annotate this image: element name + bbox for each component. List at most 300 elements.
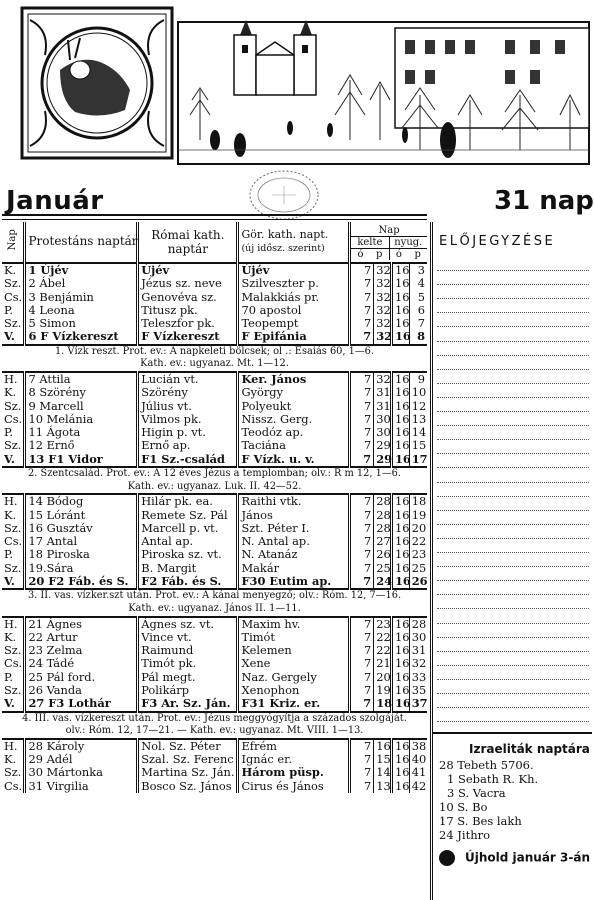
day-row [2, 304, 427, 317]
day-row [2, 671, 427, 684]
catholic-name: Raimund [138, 644, 238, 657]
day-row [2, 509, 427, 522]
note-line [437, 651, 589, 652]
day-abbr: P. [4, 669, 13, 684]
week-note [2, 589, 427, 616]
protestant-name: 6 F Vízkereszt [25, 330, 138, 344]
sunrise-hour: 7 [350, 644, 374, 657]
greek-name: 70 apostol [238, 304, 350, 317]
note-line [437, 270, 589, 271]
sunrise-minute: 19 [374, 684, 392, 697]
greek-name: Nissz. Gerg. [238, 413, 350, 426]
day-abbr: K. [4, 629, 17, 644]
week-note [2, 467, 427, 494]
sunrise-hour: 7 [350, 548, 374, 561]
day-abbr: P. [4, 425, 13, 440]
sunrise-hour: 7 [350, 522, 374, 535]
catholic-name: Teleszfor pk. [138, 317, 238, 330]
protestant-name: 29 Adél [25, 753, 138, 766]
sunrise-hour: 7 [350, 413, 374, 426]
day-abbr: P. [4, 547, 13, 562]
sunrise-hour: 7 [350, 753, 374, 766]
day-row [2, 739, 427, 753]
day-abbr: Sz. [4, 316, 22, 331]
sunset-minute: 38 [409, 739, 427, 753]
day-abbr: V. [4, 696, 15, 711]
sunrise-hour: 7 [350, 657, 374, 670]
sunrise-minute: 32 [374, 277, 392, 290]
greek-name: N. Antal ap. [238, 535, 350, 548]
note-line [437, 383, 589, 384]
sunset-hour: 16 [391, 277, 409, 290]
day-row [2, 291, 427, 304]
sunrise-minute: 26 [374, 548, 392, 561]
day-abbr: Sz. [4, 643, 22, 658]
sunset-minute: 14 [409, 426, 427, 439]
day-row [2, 400, 427, 413]
sunrise-minute: 32 [374, 330, 392, 344]
title-rule [2, 214, 427, 216]
sunrise-hour: 7 [350, 317, 374, 330]
protestant-name: 7 Attila [25, 372, 138, 386]
protestant-name: 26 Vanda [25, 684, 138, 697]
sunset-hour: 16 [391, 739, 409, 753]
sunrise-minute: 31 [374, 386, 392, 399]
sunset-hour: 16 [391, 522, 409, 535]
notes-column [430, 222, 592, 900]
sunrise-minute: 25 [374, 562, 392, 575]
sunrise-minute: 14 [374, 766, 392, 779]
day-abbr: Sz. [4, 398, 22, 413]
sunset-minute: 9 [409, 372, 427, 386]
greek-name: János [238, 509, 350, 522]
day-row [2, 522, 427, 535]
sunset-hour: 16 [391, 644, 409, 657]
day-abbr: H. [4, 738, 18, 753]
day-row [2, 575, 427, 589]
protestant-name: 8 Szörény [25, 386, 138, 399]
col-set: nyug. [389, 237, 427, 248]
sunrise-hour: 7 [350, 426, 374, 439]
sunset-hour: 16 [391, 535, 409, 548]
sunset-hour: 16 [391, 426, 409, 439]
protestant-name: 12 Ernő [25, 439, 138, 452]
note-line [437, 411, 589, 412]
col-rise-p: p [376, 248, 383, 260]
sunset-minute: 26 [409, 575, 427, 589]
catholic-name: Vilmos pk. [138, 413, 238, 426]
catholic-name: Bosco Sz. János [138, 780, 238, 793]
sunset-minute: 40 [409, 753, 427, 766]
note-line [437, 453, 589, 454]
note-line [437, 552, 589, 553]
sunset-hour: 16 [391, 697, 409, 711]
sunrise-minute: 32 [374, 291, 392, 304]
protestant-name: 11 Ágota [25, 426, 138, 439]
greek-name: Polyeukt [238, 400, 350, 413]
day-abbr: K. [4, 263, 17, 277]
calendar-table [2, 222, 427, 793]
sunset-minute: 17 [409, 453, 427, 467]
catholic-name: Antal ap. [138, 535, 238, 548]
catholic-name: Genovéva sz. [138, 291, 238, 304]
note-line [437, 510, 589, 511]
note-line [437, 397, 589, 398]
protestant-name: 17 Antal [25, 535, 138, 548]
day-row [2, 780, 427, 793]
note-line [437, 326, 589, 327]
protestant-name: 5 Simon [25, 317, 138, 330]
day-row [2, 453, 427, 467]
day-row [2, 535, 427, 548]
sunrise-minute: 32 [374, 372, 392, 386]
israeli-line: 1 Sebath R. Kh. [447, 772, 539, 786]
col-day: Nap [7, 229, 19, 251]
sunset-hour: 16 [391, 439, 409, 452]
sunset-minute: 19 [409, 509, 427, 522]
day-abbr: Cs. [4, 289, 23, 304]
note-line [437, 369, 589, 370]
col-protestant: Protestáns naptár [25, 222, 138, 263]
sunset-minute: 23 [409, 548, 427, 561]
note-line [437, 721, 589, 722]
sunset-hour: 16 [391, 494, 409, 508]
sunrise-hour: 7 [350, 372, 374, 386]
day-abbr: Sz. [4, 520, 22, 535]
catholic-name: Szal. Sz. Ferenc [138, 753, 238, 766]
sunrise-minute: 22 [374, 644, 392, 657]
week-note-line: 3. II. vas. vízker.szt után. Prot. ev.: A kánai menyegző; olv.: Róm. 12, 7—16. [27, 590, 402, 602]
sunrise-minute: 30 [374, 413, 392, 426]
day-row [2, 494, 427, 508]
week-note-line: Kath. ev.: ugyanaz. Mt. 1—12. [140, 358, 289, 370]
day-abbr: P. [4, 302, 13, 317]
note-line [437, 608, 589, 609]
sunset-minute: 28 [409, 617, 427, 631]
greek-name: Xenophon [238, 684, 350, 697]
sunrise-minute: 23 [374, 617, 392, 631]
day-row [2, 386, 427, 399]
greek-name: Raithi vtk. [238, 494, 350, 508]
day-row [2, 644, 427, 657]
sunset-hour: 16 [391, 575, 409, 589]
col-sun: Nap [351, 225, 427, 237]
protestant-name: 25 Pál ford. [25, 671, 138, 684]
sunrise-minute: 32 [374, 317, 392, 330]
new-moon-text: Újhold január 3-án [465, 850, 590, 865]
note-line [437, 665, 589, 666]
israeli-line: 10 S. Bo [439, 800, 488, 814]
protestant-name: 13 F1 Vidor [25, 453, 138, 467]
sunset-minute: 32 [409, 657, 427, 670]
sunset-minute: 37 [409, 697, 427, 711]
sunset-hour: 16 [391, 386, 409, 399]
note-line [437, 482, 589, 483]
sunset-minute: 20 [409, 522, 427, 535]
protestant-name: 27 F3 Lothár [25, 697, 138, 711]
protestant-name: 18 Piroska [25, 548, 138, 561]
note-line [437, 594, 589, 595]
catholic-name: Pál megt. [138, 671, 238, 684]
day-row [2, 439, 427, 452]
sunrise-hour: 7 [350, 617, 374, 631]
day-row [2, 684, 427, 697]
catholic-name: F2 Fáb. és S. [138, 575, 238, 589]
note-line [437, 284, 589, 285]
greek-name: Teopempt [238, 317, 350, 330]
notes-title: ELŐJEGYZÉSE [439, 234, 556, 249]
protestant-name: 4 Leona [25, 304, 138, 317]
sunrise-minute: 20 [374, 671, 392, 684]
catholic-name: Polikárp [138, 684, 238, 697]
note-line [437, 341, 589, 342]
catholic-name: Titusz pk. [138, 304, 238, 317]
note-line [437, 637, 589, 638]
day-row [2, 372, 427, 386]
note-line [437, 580, 589, 581]
header-illustration [0, 0, 589, 170]
sunset-hour: 16 [391, 684, 409, 697]
sunrise-minute: 32 [374, 304, 392, 317]
day-row [2, 548, 427, 561]
greek-name: Timót [238, 631, 350, 644]
week-note-row [2, 589, 427, 616]
col-catholic-2: naptár [167, 242, 208, 256]
catholic-name: Piroska sz. vt. [138, 548, 238, 561]
greek-name: Kelemen [238, 644, 350, 657]
day-abbr: H. [4, 616, 18, 631]
catholic-name: Lucián vt. [138, 372, 238, 386]
sunrise-hour: 7 [350, 263, 374, 277]
sunset-minute: 41 [409, 766, 427, 779]
note-line [437, 496, 589, 497]
day-abbr: Sz. [4, 438, 22, 453]
sunset-hour: 16 [391, 291, 409, 304]
sunrise-minute: 32 [374, 263, 392, 277]
day-row [2, 657, 427, 670]
greek-name: Malakkiás pr. [238, 291, 350, 304]
day-abbr: V. [4, 574, 15, 589]
month-title: Január [6, 186, 104, 216]
sunset-minute: 35 [409, 684, 427, 697]
sunrise-hour: 7 [350, 330, 374, 344]
week-note-line: Kath. ev.: ugyanaz. Luk. II. 42—52. [127, 480, 302, 492]
sunrise-minute: 28 [374, 509, 392, 522]
note-line [437, 623, 589, 624]
sunset-minute: 8 [409, 330, 427, 344]
note-line [437, 524, 589, 525]
day-abbr: Cs. [4, 534, 23, 549]
sunset-minute: 10 [409, 386, 427, 399]
col-catholic-1: Római kath. [151, 228, 225, 242]
greek-name: Efrém [238, 739, 350, 753]
town-scene [178, 20, 589, 164]
sunrise-hour: 7 [350, 562, 374, 575]
sunrise-hour: 7 [350, 494, 374, 508]
week-note-line: 4. III. vas. vízkereszt után. Prot. ev.: Jézus meggyógyítja a százados szolgáját. [22, 712, 407, 724]
week-note-line: olv.: Róm. 12, 17—21. — Kath. ev.: ugyanaz. Mt. VIII. 1—13. [65, 725, 364, 737]
sunset-hour: 16 [391, 753, 409, 766]
table-header [2, 222, 427, 263]
days-count: 31 nap [494, 186, 594, 216]
sunset-hour: 16 [391, 509, 409, 522]
sunrise-hour: 7 [350, 400, 374, 413]
day-row [2, 697, 427, 711]
sunset-hour: 16 [391, 617, 409, 631]
sunrise-hour: 7 [350, 386, 374, 399]
sunrise-minute: 31 [374, 400, 392, 413]
greek-name: Xene [238, 657, 350, 670]
sunset-hour: 16 [391, 631, 409, 644]
sunset-hour: 16 [391, 400, 409, 413]
sunrise-minute: 24 [374, 575, 392, 589]
sunset-hour: 16 [391, 562, 409, 575]
sunset-minute: 6 [409, 304, 427, 317]
catholic-name: Július vt. [138, 400, 238, 413]
israeli-title: Izraeliták naptára [469, 742, 590, 756]
note-line [437, 355, 589, 356]
sunrise-hour: 7 [350, 535, 374, 548]
sunrise-minute: 30 [374, 426, 392, 439]
day-row [2, 631, 427, 644]
sunrise-hour: 7 [350, 780, 374, 793]
greek-name: Taciána [238, 439, 350, 452]
sunrise-hour: 7 [350, 509, 374, 522]
protestant-name: 21 Ágnes [25, 617, 138, 631]
greek-name: F30 Eutim ap. [238, 575, 350, 589]
greek-name: F Vízk. u. v. [238, 453, 350, 467]
day-row [2, 263, 427, 277]
day-row [2, 753, 427, 766]
sunrise-hour: 7 [350, 291, 374, 304]
catholic-name: Higin p. vt. [138, 426, 238, 439]
sunrise-hour: 7 [350, 671, 374, 684]
protestant-name: 22 Artur [25, 631, 138, 644]
greek-name: Szilveszter p. [238, 277, 350, 290]
greek-name: Szt. Péter I. [238, 522, 350, 535]
day-row [2, 277, 427, 290]
note-line [437, 312, 589, 313]
day-abbr: V. [4, 329, 15, 344]
col-rise-o: ó [357, 248, 364, 260]
catholic-name: Hilár pk. ea. [138, 494, 238, 508]
sunrise-hour: 7 [350, 631, 374, 644]
protestant-name: 16 Gusztáv [25, 522, 138, 535]
day-abbr: Sz. [4, 276, 22, 291]
sunset-hour: 16 [391, 780, 409, 793]
week-note-row [2, 467, 427, 494]
israeli-line: 28 Tebeth 5706. [439, 758, 534, 772]
sunset-minute: 31 [409, 644, 427, 657]
sunrise-minute: 13 [374, 780, 392, 793]
catholic-name: Remete Sz. Pál [138, 509, 238, 522]
day-abbr: Sz. [4, 765, 22, 780]
catholic-name: B. Margit [138, 562, 238, 575]
sunset-minute: 30 [409, 631, 427, 644]
note-line [437, 707, 589, 708]
protestant-name: 19.Sára [25, 562, 138, 575]
sunset-minute: 5 [409, 291, 427, 304]
sunrise-minute: 15 [374, 753, 392, 766]
greek-name: Teodóz ap. [238, 426, 350, 439]
day-abbr: Sz. [4, 560, 22, 575]
protestant-name: 10 Melánia [25, 413, 138, 426]
sunrise-minute: 16 [374, 739, 392, 753]
sunset-hour: 16 [391, 372, 409, 386]
greek-name: György [238, 386, 350, 399]
sunrise-hour: 7 [350, 304, 374, 317]
catholic-name: Ernő ap. [138, 439, 238, 452]
sunset-minute: 42 [409, 780, 427, 793]
sunset-minute: 33 [409, 671, 427, 684]
protestant-name: 3 Benjámin [25, 291, 138, 304]
sunrise-minute: 29 [374, 439, 392, 452]
day-abbr: Sz. [4, 682, 22, 697]
note-line [437, 538, 589, 539]
greek-name: Cirus és János [238, 780, 350, 793]
catholic-name: Marcell p. vt. [138, 522, 238, 535]
day-abbr: Cs. [4, 411, 23, 426]
note-line [437, 566, 589, 567]
note-line [437, 439, 589, 440]
sunset-hour: 16 [391, 453, 409, 467]
greek-name: Naz. Gergely [238, 671, 350, 684]
sunrise-minute: 21 [374, 657, 392, 670]
catholic-name: Martina Sz. Ján. [138, 766, 238, 779]
catholic-name: Nol. Sz. Péter [138, 739, 238, 753]
day-abbr: Cs. [4, 656, 23, 671]
israeli-line: 3 S. Vacra [447, 786, 506, 800]
sunset-minute: 13 [409, 413, 427, 426]
catholic-name: F Vízkereszt [138, 330, 238, 344]
day-row [2, 330, 427, 344]
sunset-minute: 7 [409, 317, 427, 330]
note-line [437, 298, 589, 299]
sunrise-minute: 29 [374, 453, 392, 467]
sunset-minute: 12 [409, 400, 427, 413]
protestant-name: 1 Újév [25, 263, 138, 277]
day-abbr: K. [4, 752, 17, 767]
israeli-line: 24 Jithro [439, 828, 491, 842]
week-note [2, 345, 427, 372]
day-abbr: K. [4, 385, 17, 400]
catholic-name: Timót pk. [138, 657, 238, 670]
week-note-line: 2. Szentcsalád. Prot. ev.: A 12 éves Jézus a templomban; olv.: R m 12, 1—6. [28, 468, 401, 480]
sunrise-hour: 7 [350, 684, 374, 697]
protestant-name: 23 Zelma [25, 644, 138, 657]
sunset-hour: 16 [391, 413, 409, 426]
title-rule-thin [2, 219, 427, 220]
sunset-minute: 22 [409, 535, 427, 548]
sunset-hour: 16 [391, 766, 409, 779]
day-row [2, 413, 427, 426]
protestant-name: 20 F2 Fáb. és S. [25, 575, 138, 589]
sunset-hour: 16 [391, 657, 409, 670]
col-greek-1: Gör. kath. napt. [241, 228, 329, 241]
israeli-calendar [433, 732, 592, 842]
greek-name: Három püsp. [238, 766, 350, 779]
col-greek-2: (új idősz. szerint) [241, 243, 325, 254]
protestant-name: 28 Károly [25, 739, 138, 753]
day-abbr: H. [4, 494, 18, 509]
greek-name: F31 Kriz. er. [238, 697, 350, 711]
week-note-row [2, 345, 427, 372]
sunrise-hour: 7 [350, 277, 374, 290]
sunrise-hour: 7 [350, 439, 374, 452]
protestant-name: 24 Tádé [25, 657, 138, 670]
catholic-name: Jézus sz. neve [138, 277, 238, 290]
israeli-line: 17 S. Bes lakh [439, 814, 522, 828]
